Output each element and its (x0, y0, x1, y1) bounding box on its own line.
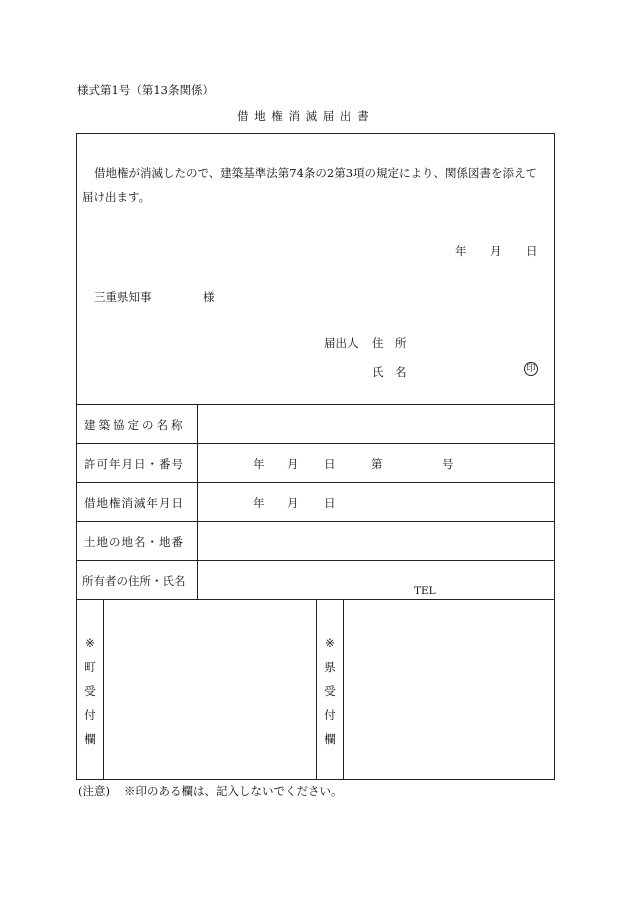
divider-row-4 (76, 560, 555, 561)
addressee-name: 三重県知事 (94, 290, 152, 304)
form-title: 借 地 権 消 滅 届 出 書 (237, 109, 370, 123)
divider-row-2 (76, 482, 555, 483)
prefecture-reception-label (322, 631, 338, 751)
addressee-honorific: 様 (203, 290, 215, 304)
town-reception-field[interactable] (105, 600, 315, 778)
prefecture-label-divider (343, 599, 344, 780)
note-text: ※印のある欄は、記入しないでください。 (124, 784, 343, 798)
date-month-label: 月 (490, 244, 502, 258)
agreement-name-field[interactable] (199, 405, 553, 442)
reception-middle-divider (316, 599, 317, 780)
declaration-line-1: 借地権が消滅したので、建築基準法第74条の2第3項の規定により、関係図書を添えて (94, 166, 538, 180)
extinction-day-label: 日 (324, 496, 336, 510)
town-mark: ※ (85, 636, 95, 650)
town-char-3: 付 (84, 708, 96, 722)
prefecture-char-2: 受 (324, 684, 336, 698)
form-number: 様式第1号（第13条関係） (77, 83, 214, 97)
prefecture-char-1: 県 (324, 660, 336, 674)
extinction-month-label: 月 (287, 496, 299, 510)
applicant-name-label: 氏 名 (372, 365, 407, 379)
applicant-address-label: 住 所 (372, 336, 407, 350)
land-field[interactable] (199, 522, 553, 559)
prefecture-char-4: 欄 (324, 732, 336, 746)
permit-month-label: 月 (287, 457, 299, 471)
town-char-2: 受 (84, 684, 96, 698)
applicant-label: 届出人 (324, 336, 359, 350)
owner-tel-label: TEL (414, 585, 436, 597)
permit-year-label: 年 (253, 457, 265, 471)
declaration-line-2: 届け出ます。 (82, 190, 151, 204)
land-label: 土地の地名・地番 (84, 535, 184, 549)
town-label-divider (103, 599, 104, 780)
permit-go-label: 号 (442, 457, 454, 471)
prefecture-reception-field[interactable] (345, 600, 553, 778)
divider-row-1 (76, 443, 555, 444)
date-year-label: 年 (455, 244, 467, 258)
town-reception-label (82, 631, 98, 751)
permit-dai-label: 第 (371, 457, 383, 471)
permit-label: 許可年月日・番号 (84, 457, 184, 471)
town-char-4: 欄 (84, 732, 96, 746)
agreement-name-label: 建築協定の名称 (84, 418, 186, 432)
extinction-date-label: 借地権消滅年月日 (84, 496, 184, 510)
owner-label: 所有者の住所・氏名 (82, 574, 186, 588)
prefecture-mark: ※ (325, 636, 335, 650)
date-day-label: 日 (526, 244, 538, 258)
town-char-1: 町 (84, 660, 96, 674)
note-prefix: (注意) (78, 784, 110, 798)
label-column-divider (197, 404, 198, 599)
extinction-year-label: 年 (253, 496, 265, 510)
prefecture-char-3: 付 (324, 708, 336, 722)
seal-mark: 印 (524, 362, 538, 376)
permit-day-label: 日 (324, 457, 336, 471)
